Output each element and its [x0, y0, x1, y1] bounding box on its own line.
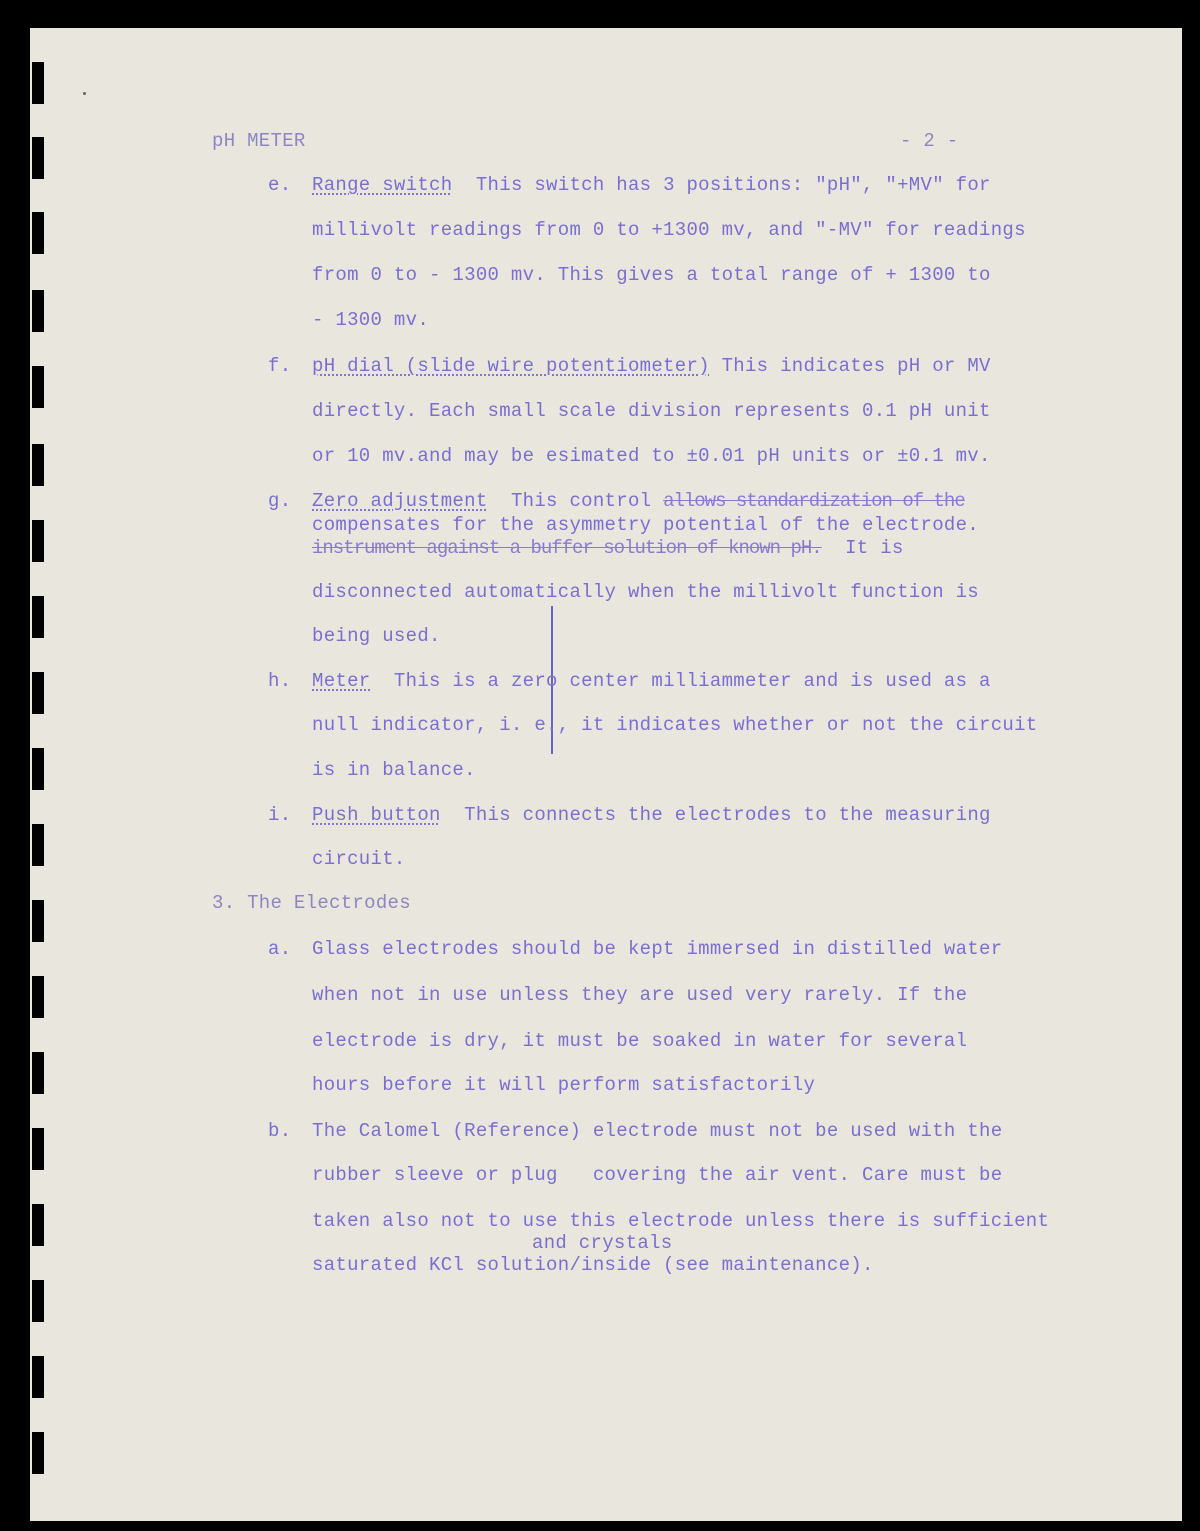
item-i-text: This connects the electrodes to the measuring: [464, 804, 991, 826]
item-f-first-line: [312, 355, 991, 377]
binding-hole: [32, 1356, 44, 1398]
item-3a-line-1: Glass electrodes should be kept immersed in distilled water: [312, 938, 1003, 960]
item-g-line-2: compensates for the asymmetry potential of the electrode.: [312, 514, 980, 536]
item-h-marker: h.: [268, 670, 292, 692]
document-page: [30, 28, 1182, 1521]
binding-hole: [32, 137, 44, 179]
item-f-line-3: or 10 mv.and may be esimated to ±0.01 pH units or ±0.1 mv.: [312, 445, 991, 467]
item-i-line-2: circuit.: [312, 848, 406, 870]
item-e-line-2: millivolt readings from 0 to +1300 mv, and "-MV" for readings: [312, 219, 1026, 241]
item-f-line-2: directly. Each small scale division represents 0.1 pH unit: [312, 400, 991, 422]
binding-hole: [32, 520, 44, 562]
binding-hole: [32, 1432, 44, 1474]
item-i-label: Push button: [312, 804, 441, 826]
item-3a-line-3: electrode is dry, it must be soaked in water for several: [312, 1030, 968, 1052]
section-3-heading: 3. The Electrodes: [212, 892, 411, 914]
item-3a-marker: a.: [268, 938, 292, 960]
binding-hole: [32, 976, 44, 1018]
item-g-struck-text-1: allows standardization of the: [663, 490, 965, 512]
item-3b-line-2: rubber sleeve or plug covering the air vent. Care must be: [312, 1164, 1003, 1186]
item-g-line-3-text: It is: [845, 537, 904, 559]
binding-hole: [32, 748, 44, 790]
binding-hole: [32, 1204, 44, 1246]
item-e-line-3: from 0 to - 1300 mv. This gives a total range of + 1300 to: [312, 264, 991, 286]
item-e-marker: e.: [268, 174, 292, 196]
binding-hole: [32, 290, 44, 332]
item-3a-line-2: when not in use unless they are used very rarely. If the: [312, 984, 968, 1006]
item-h-line-2: null indicator, i. e., it indicates whether or not the circuit: [312, 714, 1038, 736]
binding-hole: [32, 1280, 44, 1322]
item-g-line-4: disconnected automatically when the millivolt function is: [312, 581, 980, 603]
binding-hole: [32, 62, 44, 104]
item-i-first-line: [312, 804, 991, 826]
item-h-line-3: is in balance.: [312, 759, 476, 781]
running-header: pH METER: [212, 130, 306, 152]
binding-hole: [32, 444, 44, 486]
binding-hole: [32, 1128, 44, 1170]
item-i-marker: i.: [268, 804, 292, 826]
item-e-line-4: - 1300 mv.: [312, 309, 430, 331]
binding-hole: [32, 596, 44, 638]
item-g-label: Zero adjustment: [312, 490, 488, 512]
item-f-text: This indicates pH or MV: [721, 355, 991, 377]
item-3b-line-1: The Calomel (Reference) electrode must not be used with the: [312, 1120, 1003, 1142]
item-h-label: Meter: [312, 670, 371, 692]
item-3b-line-4: saturated KCl solution/inside (see maintenance).: [312, 1254, 874, 1276]
binding-hole: [32, 824, 44, 866]
item-g-marker: g.: [268, 490, 292, 512]
item-f-marker: f.: [268, 355, 292, 377]
item-g-struck-text-2: instrument against a buffer solution of known pH.: [312, 537, 822, 559]
item-g-line-3: [312, 537, 904, 559]
item-3b-line-3: taken also not to use this electrode unless there is sufficient: [312, 1210, 1050, 1232]
paper-speck: [83, 92, 86, 95]
item-g-line-5: being used.: [312, 625, 441, 647]
item-e-text: This switch has 3 positions: "pH", "+MV" for: [475, 174, 991, 196]
binding-hole: [32, 212, 44, 254]
binding-hole: [32, 366, 44, 408]
page-number: - 2 -: [900, 130, 959, 152]
item-h-text: This is a zero center milliammeter and is used as a: [393, 670, 991, 692]
item-h-first-line: [312, 670, 991, 692]
item-e-label: Range switch: [312, 174, 453, 196]
item-3b-marker: b.: [268, 1120, 292, 1142]
binding-hole: [32, 672, 44, 714]
item-f-label: pH dial (slide wire potentiometer): [312, 355, 710, 377]
binding-hole: [32, 900, 44, 942]
item-g-text: This control: [510, 490, 652, 512]
binding-hole: [32, 1052, 44, 1094]
item-e-first-line: [312, 174, 991, 196]
item-3a-line-4: hours before it will perform satisfactorily: [312, 1074, 816, 1096]
item-3b-insertion: and crystals: [532, 1232, 673, 1254]
item-g-first-line: [312, 490, 965, 512]
